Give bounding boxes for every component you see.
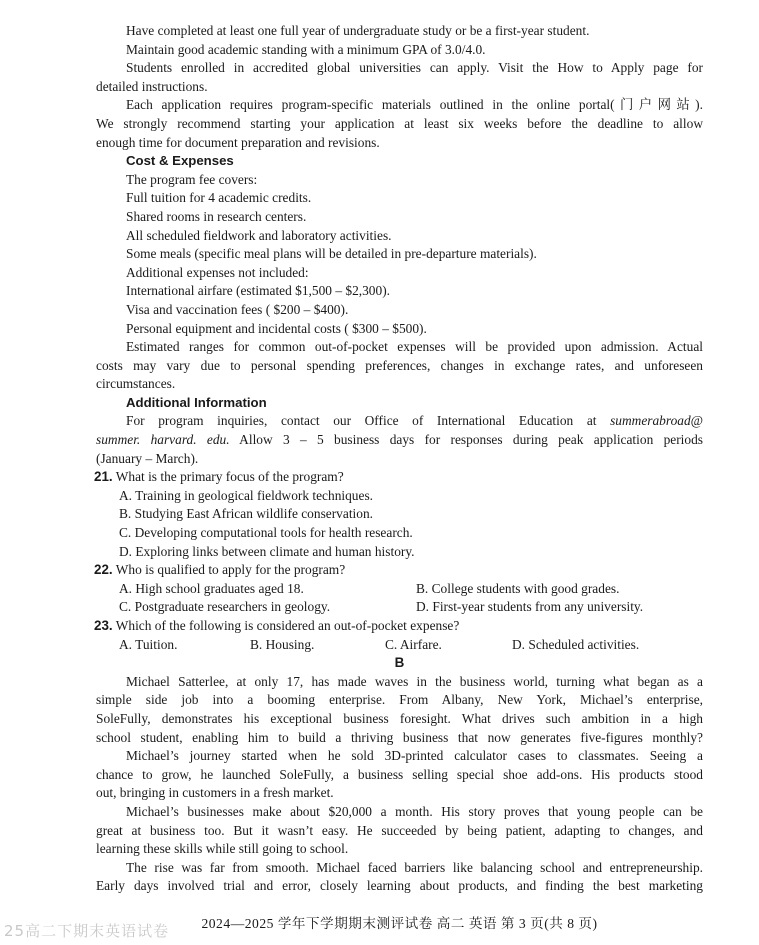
passage-line: SoleFully, demonstrates his exceptional business foresight. What drives such ambition in a high [96,710,703,726]
page-footer: 2024—2025 学年下学期期末测评试卷 高二 英语 第 3 页(共 8 页) [201,916,598,931]
cost-note: costs may vary due to personal spending preferences, changes in exchange rates, and unforeseen [96,357,703,373]
answer-option: A. Tuition. [119,636,178,652]
question-text: What is the primary focus of the program? [115,469,344,485]
eligibility-line: Maintain good academic standing with a minimum GPA of 3.0/4.0. [126,41,486,57]
answer-option: C. Developing computational tools for health research. [119,525,413,541]
cost-item: Shared rooms in research centers. [126,208,307,224]
passage-line: simple side job into a booming enterprise. From Albany, New York, Michael’s enterprise, [96,692,703,708]
question-22 [94,561,703,580]
eligibility-line: detailed instructions. [96,78,208,94]
question-number: 23. [94,618,113,633]
passage-line: Early days involved trial and error, closely learning about products, and finding the best marketing [96,878,703,894]
question-text: Who is qualified to apply for the program? [115,562,346,578]
answer-option: B. Studying East African wildlife conservation. [119,506,374,522]
passage-line: chance to grow, he launched SoleFully, a business selling special shoe add-ons. His products stood [96,766,703,782]
question-text: Which of the following is considered an out-of-pocket expense? [115,618,460,633]
cost-extra: International airfare (estimated $1,500 – $2,300). [126,283,391,299]
email-part: summer. harvard. edu. [96,432,230,448]
additional-line [96,412,703,431]
passage-line: school student, enabling him to build a thriving business that now generates five-figures monthly? [96,729,703,745]
section-heading: Cost & Expenses [126,153,234,169]
eligibility-line: enough time for document preparation and revisions. [96,134,380,150]
passage-line: learning these skills while still going to school. [96,841,349,857]
cost-line: Additional expenses not included: [126,264,309,280]
answer-option: D. Exploring links between climate and human history. [119,543,415,559]
answer-option: C. Airfare. [385,636,442,652]
answer-option: A. High school graduates aged 18. [119,580,304,596]
cost-item: Full tuition for 4 academic credits. [126,190,312,206]
additional-text: Allow 3 – 5 business days for responses during peak application periods [229,432,703,448]
passage-line: out, bringing in customers in a fresh market. [96,785,334,801]
passage-line: Michael’s journey started when he sold 3D-printed calculator cases to classmates. Seeing a [126,748,703,764]
email-part: summerabroad@ [610,413,703,429]
answer-option: A. Training in geological fieldwork techniques. [119,487,374,503]
additional-text: For program inquiries, contact our Office of International Education at [126,413,611,429]
eligibility-line: Each application requires program-specific materials outlined in the online portal(门户网站). [126,97,703,113]
passage-line: The rise was far from smooth. Michael faced barriers like balancing school and entrepreneurship. [126,859,703,875]
answer-row [96,636,703,655]
additional-line: (January – March). [96,450,199,466]
question-number: 22. [94,562,113,578]
passage-line: Michael’s businesses make about $20,000 a month. His story proves that young people can be [126,803,703,819]
eligibility-line: Have completed at least one full year of undergraduate study or be a first-year student. [126,23,590,38]
question-23 [94,617,703,636]
section-heading: Additional Information [126,394,267,410]
passage-line: great at business too. But it wasn’t easy. He succeeded by being patient, adapting to changes, and [96,822,703,838]
cost-note: circumstances. [96,376,176,392]
cost-line: The program fee covers: [126,171,258,187]
cost-item: Some meals (specific meal plans will be detailed in pre-departure materials). [126,246,537,262]
cost-extra: Visa and vaccination fees ( $200 – $400). [126,301,349,317]
answer-option: D. First-year students from any university. [416,599,644,615]
cost-item: All scheduled fieldwork and laboratory activities. [126,227,392,243]
question-number: 21. [94,469,113,485]
answer-option: B. Housing. [250,636,315,652]
eligibility-line: Students enrolled in accredited global universities can apply. Visit the How to Apply page for [126,60,703,76]
additional-line [96,431,703,450]
answer-option: D. Scheduled activities. [512,636,640,652]
answer-row [96,598,703,617]
answer-option: C. Postgraduate researchers in geology. [119,599,331,615]
watermark: 25高二下期末英语试卷 [4,922,170,940]
cost-note: Estimated ranges for common out-of-pocket expenses will be provided upon admission. Actual [126,339,703,355]
document-page [96,22,703,896]
question-21 [94,468,703,487]
passage-line: Michael Satterlee, at only 17, has made waves in the business world, turning what began as a [126,673,703,689]
cost-extra: Personal equipment and incidental costs ( $300 – $500). [126,320,427,336]
answer-option: B. College students with good grades. [416,580,620,596]
eligibility-line: We strongly recommend starting your application at least six weeks before the deadline to allow [96,115,703,131]
answer-row [96,580,703,599]
section-b-label: B [394,655,405,671]
